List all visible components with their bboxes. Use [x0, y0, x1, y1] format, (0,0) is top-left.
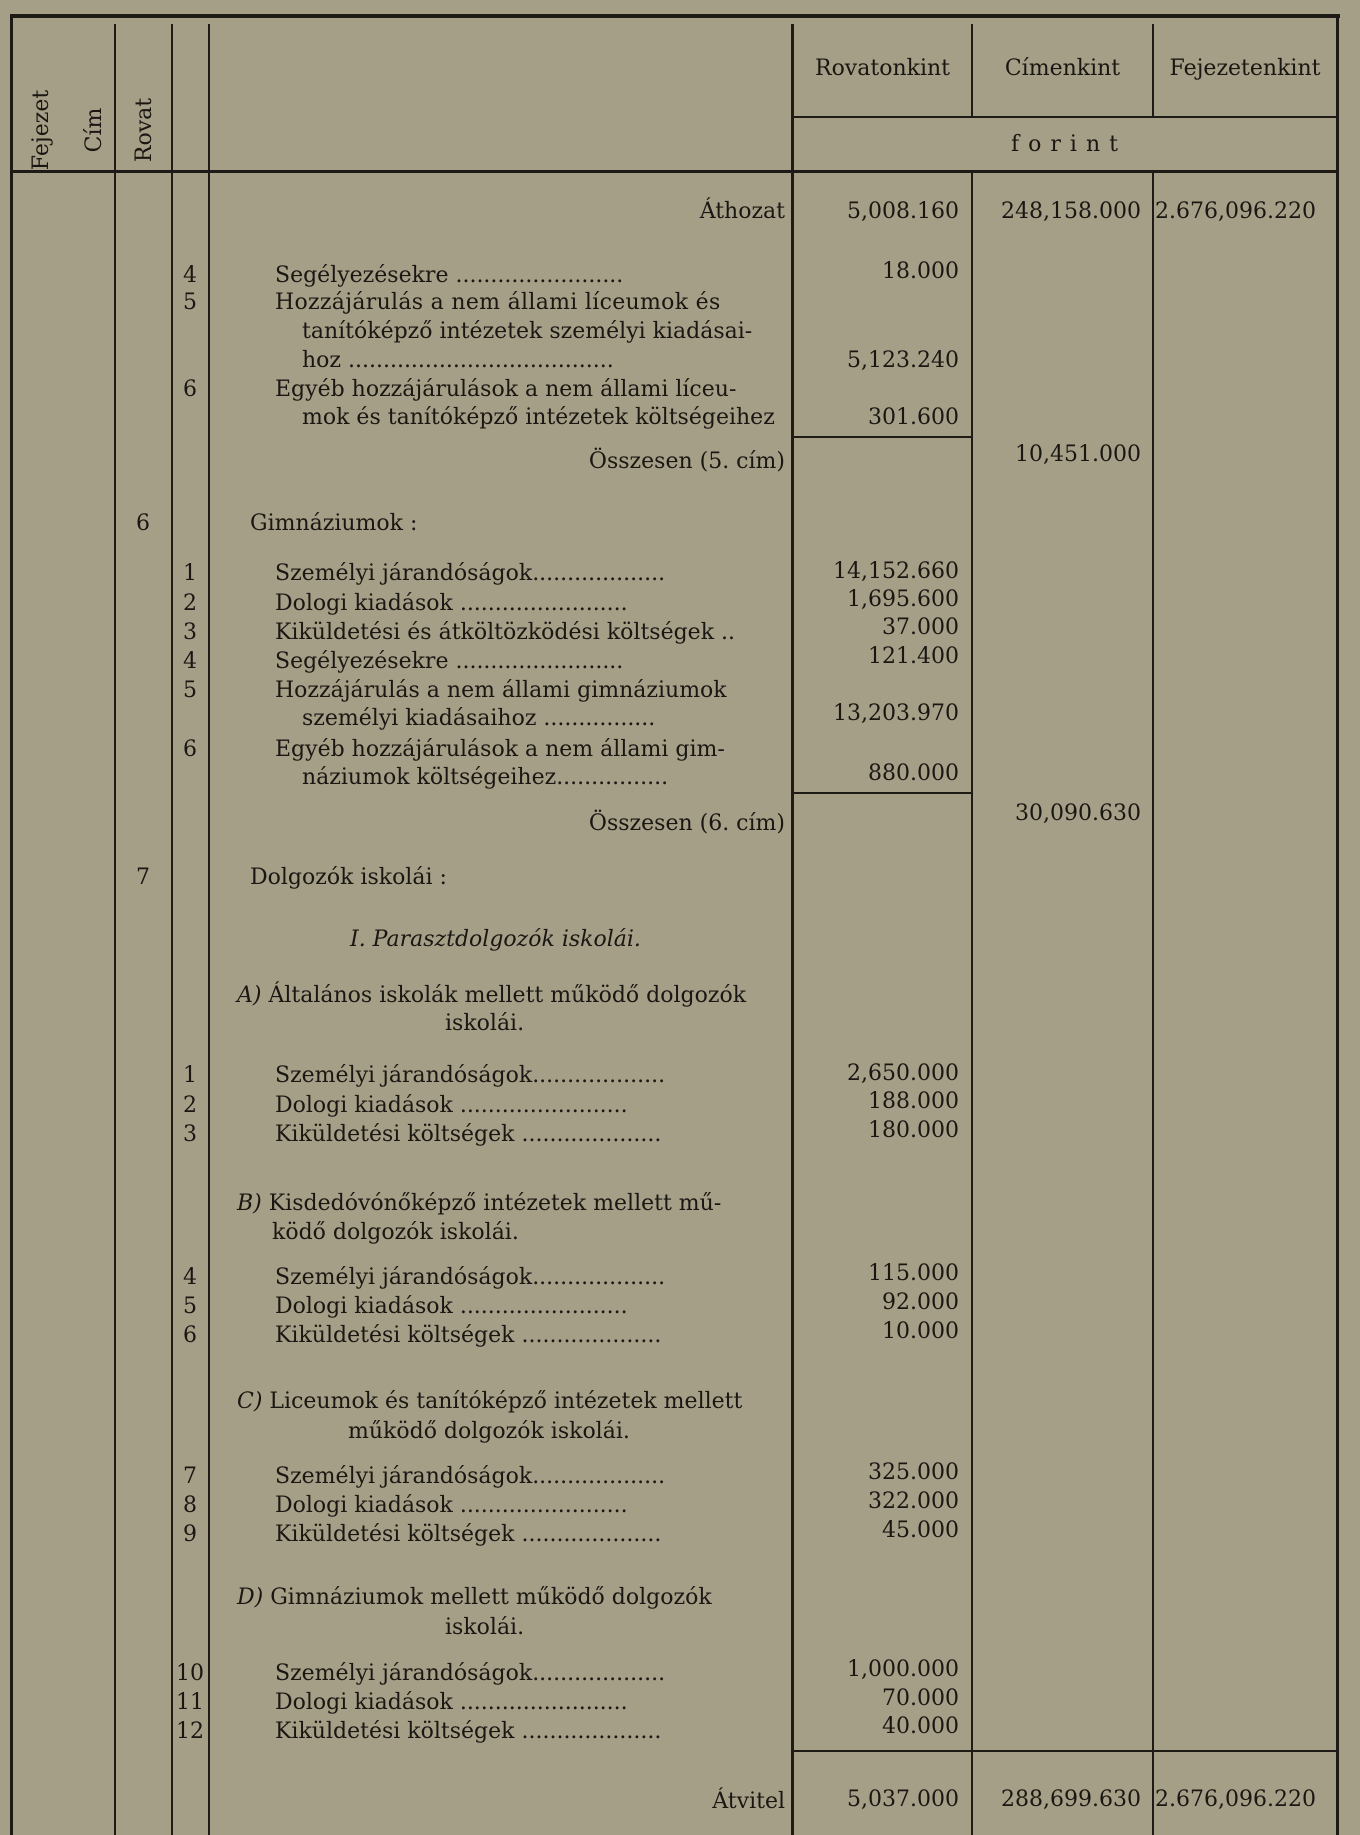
- item-value: 14,152.660: [833, 559, 959, 584]
- rovat-number: 8: [183, 1493, 197, 1518]
- item-label: Hozzájárulás a nem állami gimnáziumok: [275, 678, 727, 703]
- item-label: Hozzájárulás a nem állami líceumok és: [275, 290, 721, 315]
- item-label: Személyi járandóságok...................: [275, 561, 666, 586]
- rovat-number: 4: [183, 649, 197, 674]
- item-value: 18.000: [882, 259, 959, 284]
- rovat-number: 10: [176, 1661, 204, 1686]
- top-border: [10, 14, 1340, 18]
- rovat-number: 6: [183, 377, 197, 402]
- rovat-number: 7: [183, 1464, 197, 1489]
- item-value: 115.000: [868, 1261, 959, 1286]
- athozat-label: Áthozat: [699, 199, 785, 224]
- item-label: Kiküldetési költségek ....................: [275, 1323, 662, 1348]
- item-value: 188.000: [868, 1089, 959, 1114]
- item-label-cont: hoz ......................................: [302, 348, 614, 373]
- osszesen6-value: 30,090.630: [1015, 801, 1141, 826]
- item-value: 40.000: [882, 1714, 959, 1739]
- rovat-number: 4: [183, 263, 197, 288]
- divider-rovatonkint-cimenkint-body: [971, 170, 973, 1835]
- rovat-number: 12: [176, 1719, 204, 1744]
- item-label: Dologi kiadások ........................: [275, 591, 628, 616]
- unit-rule: [794, 116, 1336, 118]
- item-label: Segélyezésekre ........................: [275, 649, 624, 674]
- atvitel-fejezetenkint: 2.676,096.220: [1155, 1787, 1316, 1812]
- subsection-heading: D) Gimnáziumok mellett működő dolgozók: [237, 1585, 712, 1610]
- item-label: Egyéb hozzájárulások a nem állami gim-: [275, 737, 725, 762]
- athozat-rovatonkint: 5,008.160: [847, 199, 959, 224]
- rovat-number: 1: [183, 1063, 197, 1088]
- subsection-heading-cont: működő dolgozók iskolái.: [348, 1419, 630, 1444]
- rovat-number: 2: [183, 591, 197, 616]
- osszesen5-value: 10,451.000: [1015, 442, 1141, 467]
- item-label: Kiküldetési és átköltözködési költségek ..: [275, 620, 736, 645]
- header-fejezet: Fejezet: [29, 89, 54, 171]
- right-border: [1336, 14, 1339, 1835]
- header-rovatonkint: Rovatonkint: [815, 56, 950, 81]
- item-value: 2,650.000: [847, 1061, 959, 1086]
- section-heading: I. Parasztdolgozók iskolái.: [350, 927, 641, 952]
- divider-fejezet-cim: [114, 24, 116, 1835]
- item-label-cont: tanítóképző intézetek személyi kiadásai-: [302, 319, 753, 344]
- subtotal-rule: [794, 436, 971, 438]
- subsection-heading-cont: iskolái.: [445, 1615, 525, 1640]
- item-label: Személyi járandóságok...................: [275, 1063, 666, 1088]
- rovat-number: 6: [183, 737, 197, 762]
- rovat-number: 5: [183, 290, 197, 315]
- athozat-fejezetenkint: 2.676,096.220: [1155, 199, 1316, 224]
- item-label: Személyi járandóságok...................: [275, 1661, 666, 1686]
- divider-rovat-text: [208, 24, 210, 1835]
- osszesen5-label: Összesen (5. cím): [588, 449, 785, 474]
- item-label: Dologi kiadások ........................: [275, 1294, 628, 1319]
- rovat-number: 9: [183, 1522, 197, 1547]
- item-label: Kiküldetési költségek ....................: [275, 1522, 662, 1547]
- divider-cimenkint-fejezetenkint-body: [1152, 170, 1154, 1835]
- rovat-number: 11: [176, 1690, 204, 1715]
- item-label: Egyéb hozzájárulások a nem állami líceu-: [275, 377, 737, 402]
- cim-number: 6: [136, 511, 150, 536]
- item-value: 92.000: [882, 1290, 959, 1315]
- item-label: Dologi kiadások ........................: [275, 1093, 628, 1118]
- header-cim: Cím: [82, 107, 107, 153]
- item-value: 10.000: [882, 1319, 959, 1344]
- item-value: 322.000: [868, 1489, 959, 1514]
- rovat-number: 3: [183, 620, 197, 645]
- item-value: 13,203.970: [833, 701, 959, 726]
- subsection-heading-cont: iskolái.: [445, 1011, 525, 1036]
- item-label: Személyi járandóságok...................: [275, 1265, 666, 1290]
- rovat-number: 3: [183, 1122, 197, 1147]
- item-value: 325.000: [868, 1460, 959, 1485]
- item-label: Kiküldetési költségek ....................: [275, 1719, 662, 1744]
- item-value: 5,123.240: [847, 348, 959, 373]
- cim-number: 7: [136, 865, 150, 890]
- subsection-heading-cont: ködő dolgozók iskolái.: [272, 1220, 519, 1245]
- atvitel-label: Átvitel: [712, 1789, 785, 1814]
- item-label: Segélyezésekre ........................: [275, 263, 624, 288]
- item-label: Személyi járandóságok...................: [275, 1464, 666, 1489]
- item-label-cont: személyi kiadásaihoz ................: [302, 706, 656, 731]
- rovat-number: 5: [183, 1294, 197, 1319]
- item-label: Dologi kiadások ........................: [275, 1493, 628, 1518]
- osszesen6-label: Összesen (6. cím): [588, 811, 785, 836]
- header-fejezetenkint: Fejezetenkint: [1169, 56, 1321, 81]
- cim-title: Dolgozók iskolái :: [250, 865, 447, 890]
- atvitel-rovatonkint: 5,037.000: [847, 1787, 959, 1812]
- rovat-number: 6: [183, 1323, 197, 1348]
- item-value: 37.000: [882, 615, 959, 640]
- rovat-number: 4: [183, 1265, 197, 1290]
- athozat-cimenkint: 248,158.000: [1001, 199, 1141, 224]
- atvitel-cimenkint: 288,699.630: [1001, 1787, 1141, 1812]
- item-value: 121.400: [868, 644, 959, 669]
- rovat-number: 5: [183, 678, 197, 703]
- cim-title: Gimnáziumok :: [250, 511, 418, 536]
- item-value: 880.000: [868, 761, 959, 786]
- item-label-cont: náziumok költségeihez................: [302, 765, 669, 790]
- item-label-cont: mok és tanítóképző intézetek költségeihez: [302, 405, 775, 430]
- item-label: Kiküldetési költségek ....................: [275, 1122, 662, 1147]
- atvitel-rule: [794, 1750, 1336, 1752]
- item-value: 70.000: [882, 1686, 959, 1711]
- item-value: 45.000: [882, 1518, 959, 1543]
- item-value: 301.600: [868, 405, 959, 430]
- subtotal-rule: [794, 792, 971, 794]
- rovat-number: 1: [183, 561, 197, 586]
- item-value: 180.000: [868, 1118, 959, 1143]
- rovat-number: 2: [183, 1093, 197, 1118]
- item-value: 1,695.600: [847, 587, 959, 612]
- subsection-heading: B) Kisdedóvónőképző intézetek mellett mű-: [237, 1191, 722, 1216]
- subsection-heading: A) Általános iskolák mellett működő dolgozók: [237, 983, 747, 1008]
- left-border: [10, 14, 13, 1835]
- header-cimenkint: Címenkint: [1004, 56, 1121, 81]
- divider-text-rovatonkint: [791, 24, 794, 1835]
- subsection-heading: C) Liceumok és tanítóképző intézetek mellett: [237, 1389, 743, 1414]
- item-label: Dologi kiadások ........................: [275, 1690, 628, 1715]
- item-value: 1,000.000: [847, 1657, 959, 1682]
- header-rovat: Rovat: [132, 97, 157, 163]
- header-unit: f o r i n t: [1011, 132, 1119, 157]
